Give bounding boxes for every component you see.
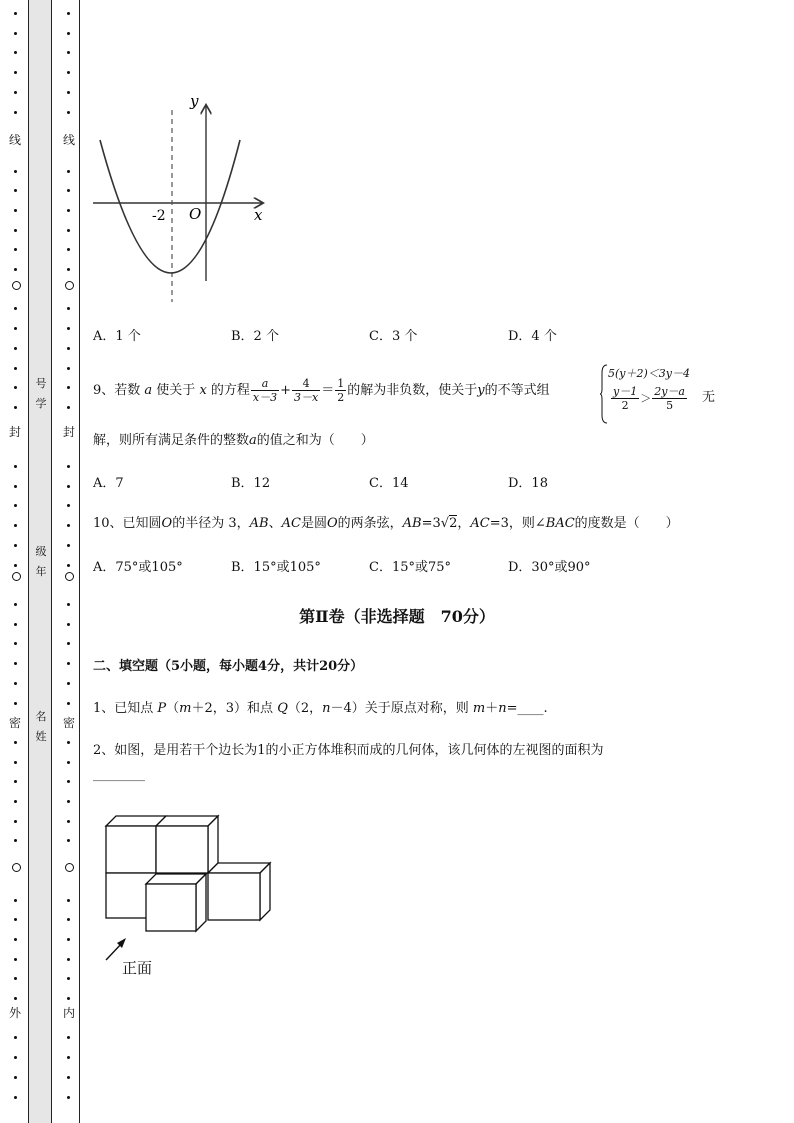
- seal-circle: [65, 572, 74, 581]
- seal-circle: [65, 281, 74, 290]
- binding-dot: [14, 248, 17, 251]
- binding-dot: [14, 702, 17, 705]
- q8-option-a: A．1 个: [93, 329, 141, 344]
- binding-dot: [67, 170, 70, 173]
- binding-dot: [67, 918, 70, 921]
- binding-dot: [67, 268, 70, 271]
- seal-char-outer: 封: [8, 425, 21, 439]
- binding-dot: [14, 1056, 17, 1059]
- parabola-curve: [100, 140, 240, 273]
- inequality-2: $\frac{y-1}{2}$ ＞ $\frac{2y-a}{5}$: [613, 385, 685, 412]
- parabola-graph: [88, 88, 273, 308]
- binding-dot: [14, 406, 17, 409]
- binding-dot: [67, 209, 70, 212]
- seal-char-inner: 线: [62, 133, 75, 147]
- binding-dot: [14, 642, 17, 645]
- seal-char-outer: 线: [8, 133, 21, 147]
- q9-stem-line2: 解，则所有满足条件的整数a的值之和为（ ）: [93, 433, 374, 448]
- binding-strip-outer: [0, 0, 28, 1123]
- binding-dot: [67, 820, 70, 823]
- name-label: 名 姓: [35, 710, 47, 743]
- binding-dot: [67, 741, 70, 744]
- q9-option-b: B．12: [231, 476, 271, 491]
- binding-dot: [14, 189, 17, 192]
- binding-dot: [67, 465, 70, 468]
- q9-stem: 9、若数 a 使关于 x 的方程 $\frac{a}{x-3}$ + $\frac{4}{3-x}$ ＝ $\frac{1}{2}$ 的解为非负数，使关于y的不等式组: [93, 377, 550, 404]
- binding-dot: [14, 938, 17, 941]
- binding-dot: [14, 780, 17, 783]
- binding-dot: [14, 51, 17, 54]
- binding-dot: [67, 504, 70, 507]
- q10-option-c: C．15°或75°: [369, 560, 452, 575]
- binding-dot: [14, 386, 17, 389]
- q10-option-b: B．15°或105°: [231, 560, 321, 575]
- binding-dot: [67, 780, 70, 783]
- binding-dot: [67, 32, 70, 35]
- binding-dot: [67, 642, 70, 645]
- seal-circle: [12, 281, 21, 290]
- binding-dot: [67, 682, 70, 685]
- q10-stem: 10、已知圆O的半径为 3，AB、AC是圆O的两条弦，AB=3√2，AC=3，则∠BAC的度数是（ ）: [93, 516, 679, 531]
- seal-circle: [12, 572, 21, 581]
- q9-option-d: D．18: [508, 476, 548, 491]
- binding-dot: [67, 997, 70, 1000]
- binding-dot: [67, 544, 70, 547]
- binding-dot: [67, 327, 70, 330]
- binding-dot: [14, 465, 17, 468]
- binding-dot: [67, 51, 70, 54]
- binding-dot: [14, 91, 17, 94]
- binding-dot: [67, 662, 70, 665]
- seal-char-outer: 外: [8, 1006, 21, 1020]
- binding-dot: [14, 1076, 17, 1079]
- front-view-label: 正面: [122, 959, 153, 977]
- section2-heading: 二、填空题（5小题，每小题4分，共计20分）: [93, 659, 364, 674]
- fill-q1: 1、已知点 P（m＋2，3）和点 Q（2，n－4）关于原点对称，则 m＋n=____.: [93, 701, 548, 716]
- q10-option-a: A．75°或105°: [93, 560, 183, 575]
- binding-dot: [14, 347, 17, 350]
- binding-dot: [67, 367, 70, 370]
- binding-dot: [14, 800, 17, 803]
- binding-dot: [14, 839, 17, 842]
- binding-dot: [14, 977, 17, 980]
- binding-dot: [67, 839, 70, 842]
- binding-dot: [14, 682, 17, 685]
- binding-dot: [14, 899, 17, 902]
- binding-dot: [67, 485, 70, 488]
- binding-strip-inner: [53, 0, 80, 1123]
- binding-dot: [14, 958, 17, 961]
- binding-dot: [67, 761, 70, 764]
- binding-dot: [67, 1096, 70, 1099]
- binding-dot: [14, 12, 17, 15]
- binding-dot: [14, 504, 17, 507]
- binding-dot: [67, 406, 70, 409]
- binding-dot: [14, 111, 17, 114]
- binding-dot: [67, 702, 70, 705]
- q8-option-b: B．2 个: [231, 329, 279, 344]
- binding-dot: [67, 189, 70, 192]
- binding-dot: [14, 1096, 17, 1099]
- binding-dot: [67, 307, 70, 310]
- binding-dot: [14, 327, 17, 330]
- binding-dot: [67, 71, 70, 74]
- binding-dot: [14, 524, 17, 527]
- binding-dot: [14, 209, 17, 212]
- binding-dot: [67, 977, 70, 980]
- seal-char-inner: 密: [62, 716, 75, 730]
- binding-dot: [14, 761, 17, 764]
- seal-char-inner: 内: [62, 1006, 75, 1020]
- binding-dot: [67, 229, 70, 232]
- binding-dot: [67, 1076, 70, 1079]
- binding-dot: [67, 1056, 70, 1059]
- q9-option-c: C．14: [369, 476, 409, 491]
- binding-dot: [67, 524, 70, 527]
- binding-dot: [67, 91, 70, 94]
- binding-dot: [14, 741, 17, 744]
- seal-char-inner: 封: [62, 425, 75, 439]
- inequality-system: [600, 363, 700, 425]
- binding-dot: [67, 938, 70, 941]
- q9-stem-tail: 无: [702, 390, 716, 405]
- section-title: 第Ⅱ卷（非选择题 70分）: [299, 607, 495, 626]
- student-number-label: 号 学: [35, 377, 47, 410]
- binding-dot: [67, 899, 70, 902]
- binding-dot: [67, 1036, 70, 1039]
- binding-dot: [14, 307, 17, 310]
- binding-dot: [67, 564, 70, 567]
- q10-option-d: D．30°或90°: [508, 560, 591, 575]
- binding-dot: [14, 485, 17, 488]
- seal-circle: [65, 863, 74, 872]
- q9-option-a: A．7: [93, 476, 124, 491]
- q8-option-d: D．4 个: [508, 329, 557, 344]
- binding-dot: [14, 544, 17, 547]
- tick-label-neg2: -2: [152, 208, 166, 224]
- sqrt-sign: √: [440, 516, 450, 531]
- binding-dot: [67, 248, 70, 251]
- binding-dot: [14, 820, 17, 823]
- binding-dot: [67, 800, 70, 803]
- cube-stack-figure: [98, 808, 278, 973]
- binding-dot: [14, 1036, 17, 1039]
- binding-dot: [14, 268, 17, 271]
- fill-q2-line1: 2、如图，是用若干个边长为1的小正方体堆积而成的几何体，该几何体的左视图的面积为: [93, 743, 604, 758]
- binding-dot: [14, 229, 17, 232]
- binding-dot: [14, 71, 17, 74]
- fill-q2-blank: ________: [93, 767, 145, 782]
- binding-dot: [67, 386, 70, 389]
- origin-label: O: [189, 205, 202, 223]
- binding-dot: [67, 12, 70, 15]
- q8-option-c: C．3 个: [369, 329, 418, 344]
- binding-dot: [14, 997, 17, 1000]
- seal-circle: [12, 863, 21, 872]
- binding-dot: [67, 347, 70, 350]
- binding-dot: [67, 958, 70, 961]
- grade-label: 级 年: [35, 545, 47, 578]
- binding-dot: [14, 32, 17, 35]
- binding-dot: [67, 111, 70, 114]
- binding-dot: [14, 918, 17, 921]
- seal-char-outer: 密: [8, 716, 21, 730]
- x-axis-label: x: [254, 206, 263, 224]
- binding-dot: [14, 367, 17, 370]
- binding-dot: [14, 662, 17, 665]
- binding-dot: [14, 170, 17, 173]
- binding-dot: [14, 564, 17, 567]
- inequality-1: 5(y＋2)＜3y－4: [608, 367, 691, 380]
- y-axis-label: y: [190, 92, 199, 110]
